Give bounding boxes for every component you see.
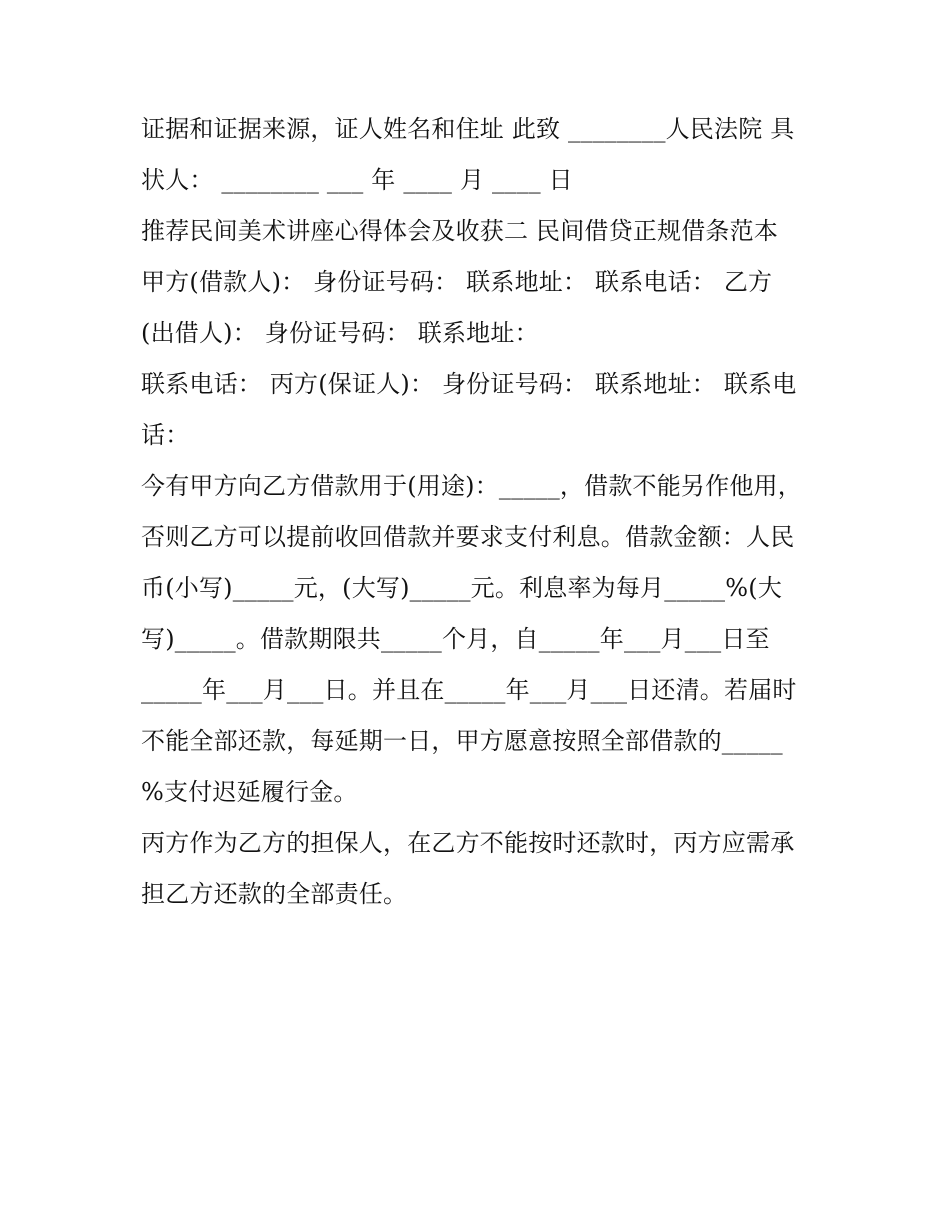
text-line: 甲方(借款人)： 身份证号码： 联系地址： 联系电话： 乙方 bbox=[141, 268, 773, 296]
text-line: 联系电话： 丙方(保证人)： 身份证号码： 联系地址： 联系电 bbox=[141, 370, 797, 398]
text-line: 今有甲方向乙方借款用于(用途)：_____，借款不能另作他用， bbox=[141, 472, 802, 500]
text-line: (出借人)： 身份证号码： 联系地址： bbox=[141, 319, 539, 347]
document-body bbox=[141, 104, 821, 920]
text-line: _____年___月___日。并且在_____年___月___日还清。若届时 bbox=[141, 676, 797, 704]
text-line: 币(小写)_____元，(大写)_____元。利息率为每月_____%(大 bbox=[141, 574, 783, 602]
text-line: 话： bbox=[141, 421, 190, 449]
text-line: 不能全部还款，每延期一日，甲方愿意按照全部借款的_____ bbox=[141, 727, 783, 755]
text-line: 推荐民间美术讲座心得体会及收获二 民间借贷正规借条范本 bbox=[141, 217, 779, 245]
text-line: %支付迟延履行金。 bbox=[141, 778, 358, 806]
text-line: 证据和证据来源，证人姓名和住址 此致 ________人民法院 具 bbox=[141, 115, 795, 143]
text-line: 丙方作为乙方的担保人，在乙方不能按时还款时，丙方应需承 bbox=[141, 829, 795, 857]
text-line: 担乙方还款的全部责任。 bbox=[141, 880, 408, 908]
text-line: 状人： ________ ___ 年 ____ 月 ____ 日 bbox=[141, 166, 573, 194]
text-line: 写)_____。借款期限共_____个月，自_____年___月___日至 bbox=[141, 625, 770, 653]
text-line: 否则乙方可以提前收回借款并要求支付利息。借款金额：人民 bbox=[141, 523, 795, 551]
